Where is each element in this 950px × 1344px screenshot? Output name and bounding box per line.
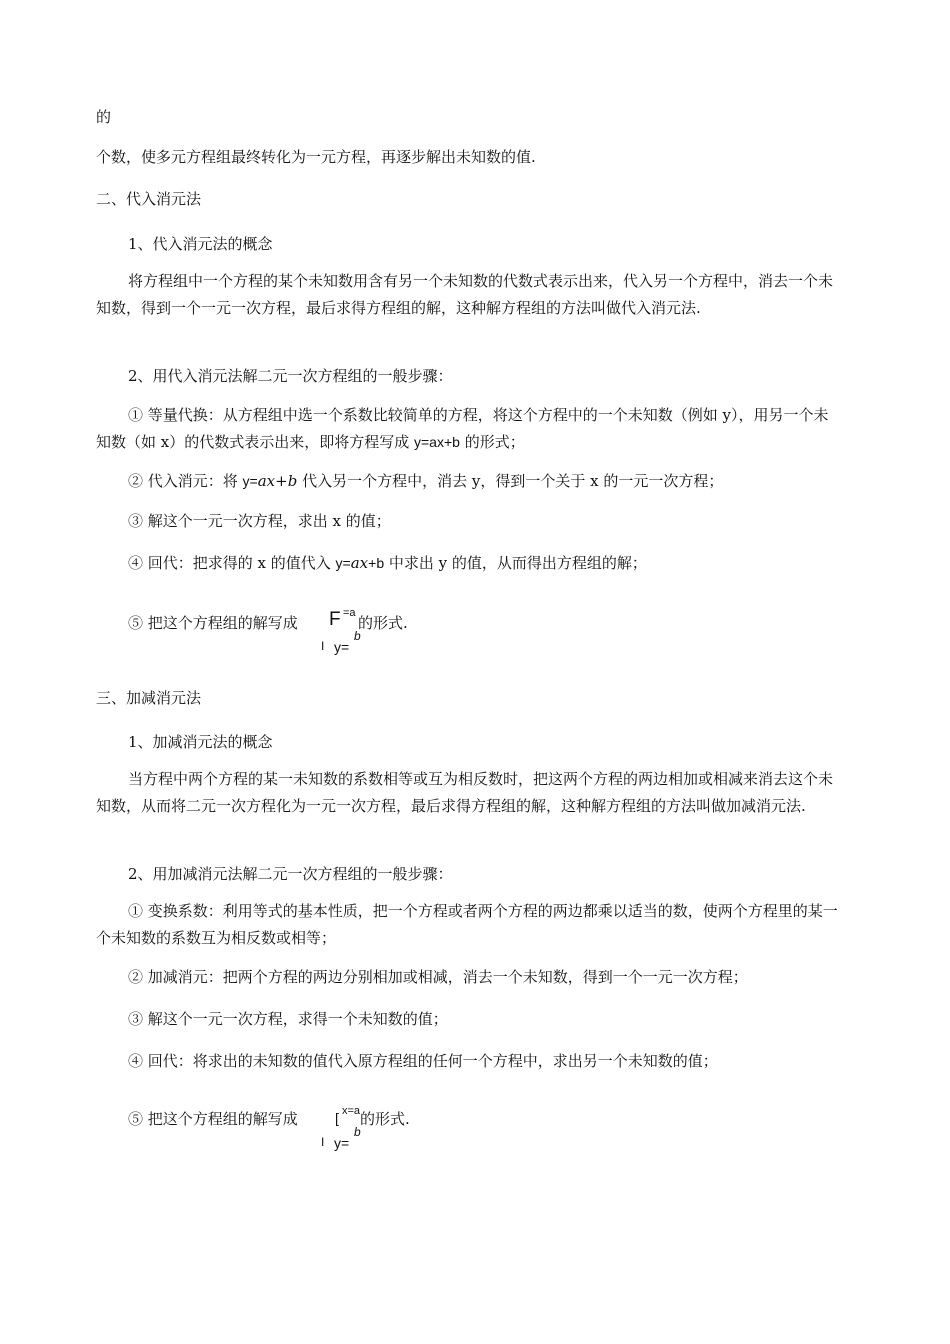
equation-system-2-x-eq-a: x=a (342, 1105, 361, 1117)
equation-system-1-y-eq: y= (334, 639, 350, 655)
step-2-suffix: 代入另一个方程中，消去 y，得到一个关于 x 的一元一次方程； (297, 472, 724, 490)
step-4-suffix: 中求出 y 的值，从而得出方程组的解； (384, 554, 647, 572)
paragraph-elimination-definition: 当方程中两个方程的某一未知数的系数相等或互为相反数时，把这两个方程的两边相加或相减来消去这个未知数，从而将二元一次方程化为一元一次方程，最后求得方程组的解，这种解方程组的方法叫做加减消元法. (96, 770, 834, 815)
equation-system-2-y-eq: y= (334, 1135, 350, 1151)
equation-system-1-b: b (354, 629, 361, 643)
paragraph-substitution-definition: 将方程组中一个方程的某个未知数用含有另一个未知数的代数式表示出来，代入另一个方程中，消去一个未知数，得到一个一元一次方程，最后求得方程组的解，这种解方程组的方法叫做代入消元法. (96, 272, 834, 317)
subheading-elimination-steps: 2、用加减消元法解二元一次方程组的一般步骤： (128, 865, 453, 883)
section-heading-substitution: 二、代入消元法 (96, 190, 202, 208)
step-2-substitution (128, 470, 854, 492)
step-4-text: ④ 回代：把求得的 x 的值代入 (128, 554, 336, 572)
step-1-elimination: ① 变换系数：利用等式的基本性质，把一个方程或者两个方程的两边都乘以适当的数，使两个方程里的某一个未知数的系数互为相反数或相等； (96, 902, 838, 947)
step-4-elimination: ④ 回代：将求出的未知数的值代入原方程组的任何一个方程中，求出另一个未知数的值； (128, 1052, 718, 1070)
subheading-substitution-concept: 1、代入消元法的概念 (128, 235, 273, 253)
step-4-formula-ax: ax (350, 554, 369, 572)
equation-system-2-b: b (354, 1125, 361, 1139)
step-4-formula-b: +b (368, 555, 385, 571)
equation-system-2-brace-lower: I (321, 1135, 325, 1149)
step-5-elimination-label: ⑤ 把这个方程组的解写成 (128, 1110, 298, 1128)
step-2-formula-y: y= (242, 473, 258, 489)
step-5-substitution-suffix: 的形式. (358, 614, 408, 632)
step-4-substitution (128, 552, 854, 574)
step-2-elimination: ② 加减消元：把两个方程的两边分别相加或相减，消去一个未知数，得到一个一元一次方程； (128, 968, 748, 986)
equation-system-2-brace: [ (335, 1110, 339, 1126)
step-1-substitution (96, 402, 838, 456)
step-2-text: ② 代入消元：将 (128, 472, 243, 490)
subheading-elimination-concept: 1、加减消元法的概念 (128, 733, 273, 751)
equation-system-1-brace: F (329, 609, 341, 630)
step-1-suffix: 的形式； (459, 433, 525, 451)
step-2-formula-rhs: ax+b (257, 472, 298, 490)
text-line: 个数，使多元方程组最终转化为一元方程，再逐步解出未知数的值. (96, 148, 536, 166)
step-3-substitution: ③ 解这个一元一次方程，求出 x 的值； (128, 512, 391, 530)
step-3-elimination: ③ 解这个一元一次方程，求得一个未知数的值； (128, 1010, 448, 1028)
step-1-formula: y=ax+b (414, 434, 460, 450)
equation-system-1-brace-lower: I (321, 639, 325, 653)
equation-system-1-x-eq-a: =a (343, 607, 356, 619)
step-5-substitution-label: ⑤ 把这个方程组的解写成 (128, 614, 298, 632)
section-heading-elimination: 三、加减消元法 (96, 689, 202, 707)
step-4-formula-y: y= (335, 555, 351, 571)
step-1-text: ① 等量代换：从方程组中选一个系数比较简单的方程，将这个方程中的一个未知数（例如 y），用另一个未知数（如 x）的代数式表示出来，即将方程写成 (96, 406, 829, 451)
text-line-fragment: 的 (96, 108, 112, 126)
step-5-elimination-suffix: 的形式. (360, 1110, 410, 1128)
subheading-substitution-steps: 2、用代入消元法解二元一次方程组的一般步骤： (128, 367, 453, 385)
